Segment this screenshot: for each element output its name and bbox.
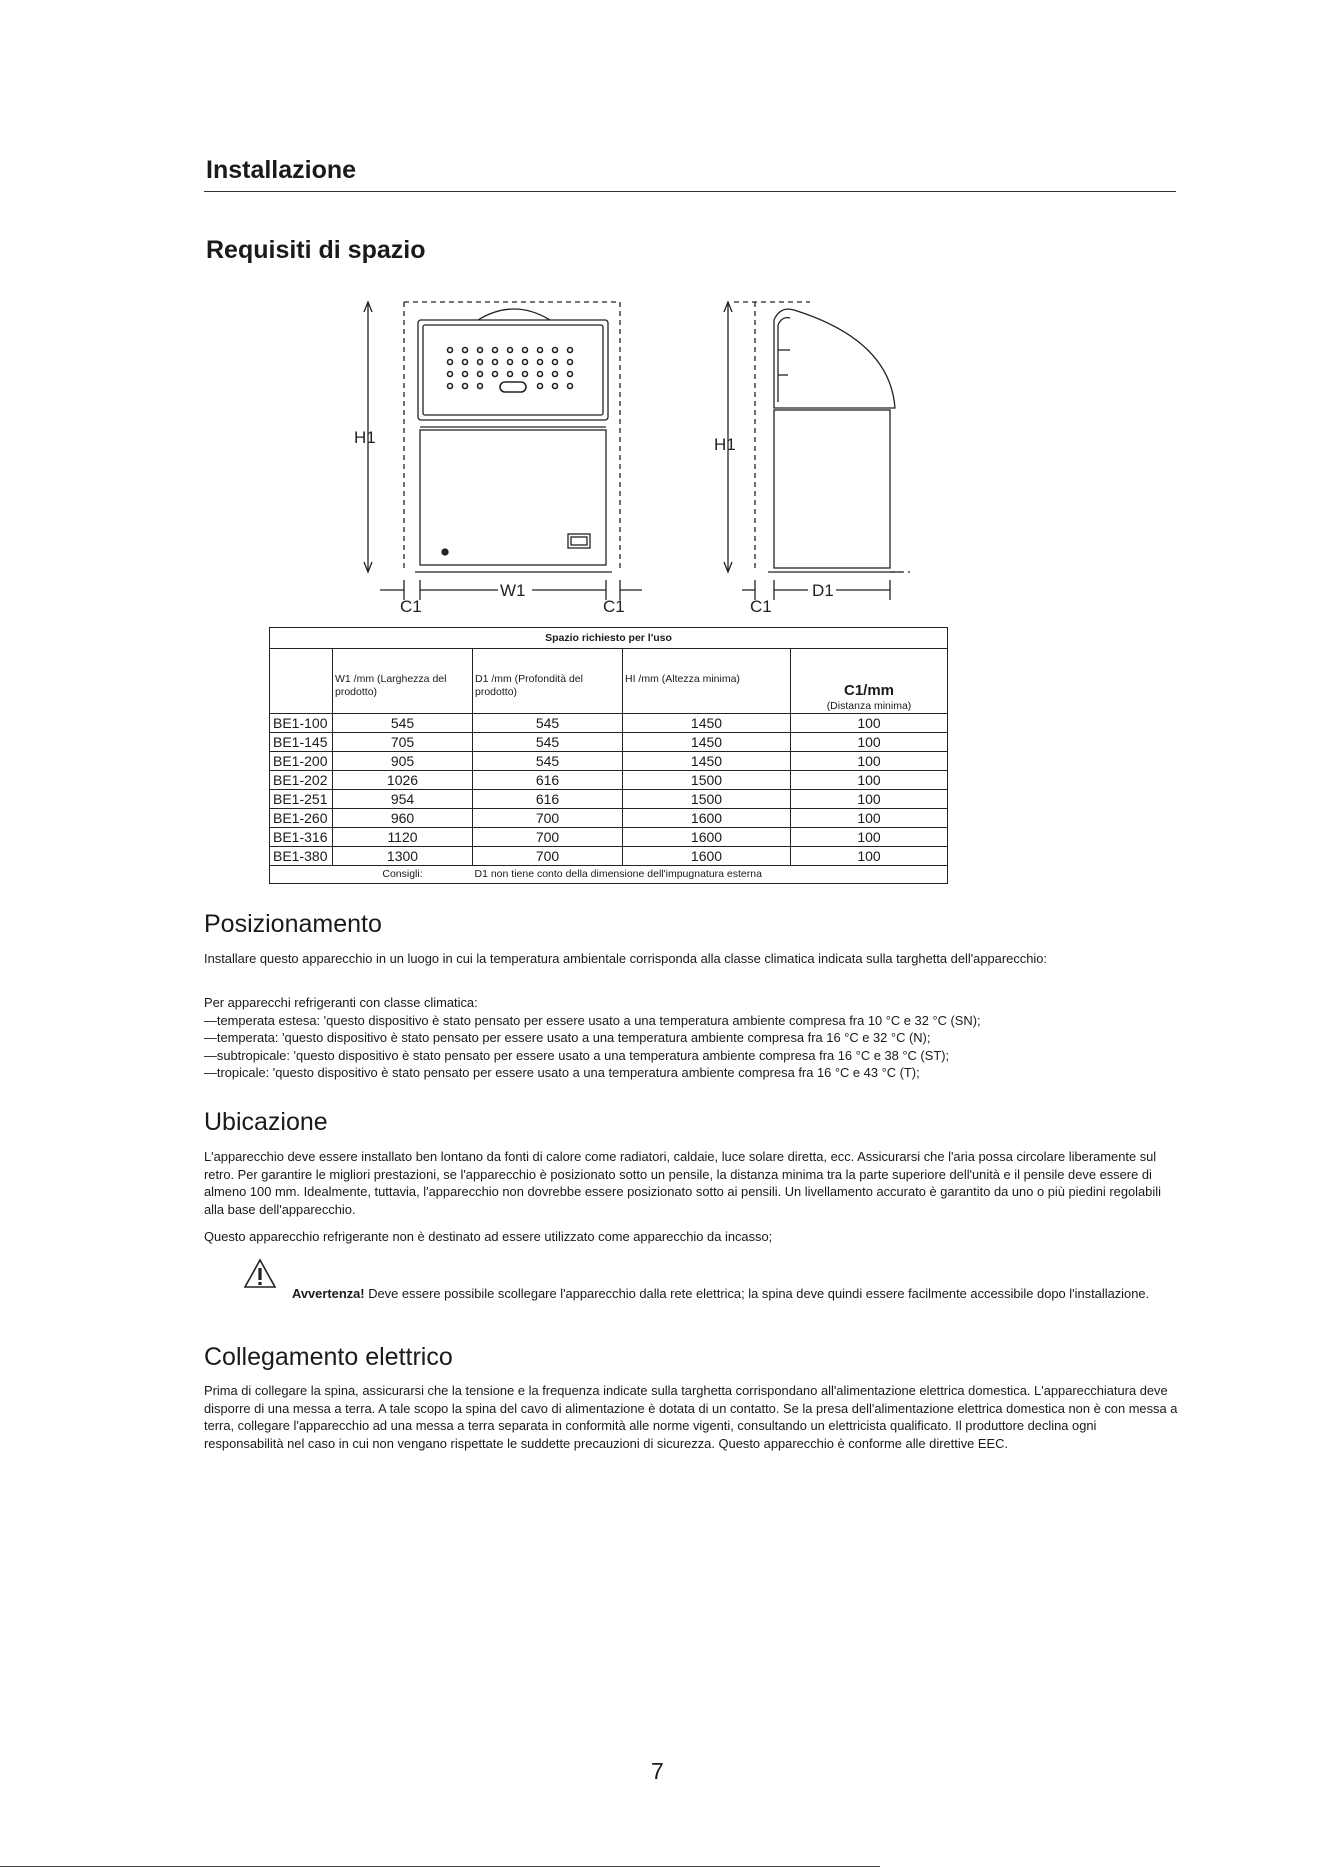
- d1-cell: 545: [473, 714, 623, 733]
- table-row: [270, 752, 948, 771]
- d1-cell: 616: [473, 790, 623, 809]
- table-caption: Spazio richiesto per l'uso: [270, 628, 948, 649]
- side-d1-label: D1: [812, 581, 834, 600]
- list-item: —tropicale: 'questo dispositivo è stato pensato per essere usato a una temperatura ambiente compresa fra 16 °C e 43 °C (T);: [204, 1065, 920, 1080]
- c1-header-sub: (Distanza minima): [826, 700, 912, 712]
- c1-cell: 100: [791, 809, 948, 828]
- table-note-row: [270, 866, 948, 884]
- warning-text: Deve essere possibile scollegare l'apparecchio dalla rete elettrica; la spina deve quindi essere facilmente accessibile dopo l'installazione.: [364, 1286, 1150, 1301]
- h1-cell: 1500: [623, 790, 791, 809]
- c1-cell: 100: [791, 733, 948, 752]
- h1-cell: 1600: [623, 809, 791, 828]
- list-item: —temperata: 'questo dispositivo è stato pensato per essere usato a una temperatura ambiente compresa fra 16 °C e 32 °C (N);: [204, 1030, 931, 1045]
- model-cell: BE1-316: [270, 828, 333, 847]
- list-item: —subtropicale: 'questo dispositivo è stato pensato per essere usato a una temperatura ambiente compresa fra 16 °C e 38 °C (ST);: [204, 1047, 950, 1063]
- d1-cell: 700: [473, 847, 623, 866]
- title-divider: [204, 191, 1176, 192]
- space-requirements-table: [269, 627, 948, 884]
- front-c1-right-label: C1: [603, 597, 625, 616]
- model-cell: BE1-100: [270, 714, 333, 733]
- model-cell: BE1-200: [270, 752, 333, 771]
- side-view: [724, 302, 910, 600]
- h1-cell: 1600: [623, 847, 791, 866]
- table-row: [270, 771, 948, 790]
- d1-cell: 700: [473, 809, 623, 828]
- d1-cell: 700: [473, 828, 623, 847]
- lid-vent-holes: [448, 348, 573, 393]
- note-text: D1 non tiene conto della dimensione dell'impugnatura esterna: [473, 866, 948, 884]
- table-row: [270, 809, 948, 828]
- h1-cell: 1450: [623, 752, 791, 771]
- h1-cell: 1600: [623, 828, 791, 847]
- c1-cell: 100: [791, 714, 948, 733]
- h1-cell: 1450: [623, 733, 791, 752]
- front-view: [364, 302, 642, 600]
- c1-cell: 100: [791, 771, 948, 790]
- model-cell: BE1-260: [270, 809, 333, 828]
- electrical-paragraph: Prima di collegare la spina, assicurarsi che la tensione e la frequenza indicate sulla targhetta corrispondano all'alimentazione elettrica domestica. L'apparecchiatura deve disporre di una messa a terra. A tale scopo la spina del cavo di alimentazione è dotata di un contatto. Se la presa dell'alimentazione elettrica domestica non è con messa a terra, collegare l'apparecchio ad una messa a terra separata in conformità alle norme vigenti, consultando un elettricista qualificato. Il produttore declina ogni responsabilità nel caso in cui non vengano rispettate le suddette precauzioni di sicurezza. Questo apparecchio è conforme alle direttive EEC.: [204, 1383, 1178, 1451]
- c1-header: [791, 649, 948, 714]
- front-h1-label: H1: [354, 428, 376, 447]
- positioning-intro: Installare questo apparecchio in un luogo in cui la temperatura ambientale corrisponda alla classe climatica indicata sulla targhetta dell'apparecchio:: [204, 951, 1047, 966]
- space-requirements-title: Requisiti di spazio: [206, 236, 426, 264]
- w1-cell: 1120: [333, 828, 473, 847]
- c1-cell: 100: [791, 752, 948, 771]
- table-row: [270, 714, 948, 733]
- electrical-title: Collegamento elettrico: [204, 1343, 453, 1371]
- d1-header: D1 /mm (Profondità del prodotto): [473, 649, 623, 714]
- climate-class-list: [204, 994, 1204, 1082]
- side-c1-label: C1: [750, 597, 772, 616]
- list-intro: Per apparecchi refrigeranti con classe climatica:: [204, 995, 478, 1010]
- h1-cell: 1500: [623, 771, 791, 790]
- list-item: —temperata estesa: 'questo dispositivo è stato pensato per essere usato a una temperatura ambiente compresa fra 10 °C e 32 °C (SN);: [204, 1012, 981, 1028]
- location-paragraph: L'apparecchio deve essere installato ben lontano da fonti di calore come radiatori, caldaie, luce solare diretta, ecc. Assicurarsi che l'aria possa circolare liberamente sul retro. Per garantire le migliori prestazioni, se l'apparecchio è posizionato sotto un pensile, la distanza minima tra la parte superiore dell'unità e il pensile deve essere di almeno 100 mm. Idealmente, tuttavia, l'apparecchio non dovrebbe essere posizionato sotto ai pensili. Un livellamento accurato è garantito da uno o più piedini regolabili alla base dell'apparecchio.: [204, 1149, 1161, 1217]
- table-row: [270, 847, 948, 866]
- w1-cell: 705: [333, 733, 473, 752]
- d1-cell: 545: [473, 733, 623, 752]
- w1-cell: 1026: [333, 771, 473, 790]
- c1-header-main: C1/mm: [843, 682, 895, 699]
- w1-header: W1 /mm (Larghezza del prodotto): [333, 649, 473, 714]
- c1-cell: 100: [791, 828, 948, 847]
- d1-cell: 616: [473, 771, 623, 790]
- front-w1-label: W1: [500, 581, 526, 600]
- w1-cell: 905: [333, 752, 473, 771]
- warning-label: Avvertenza!: [292, 1286, 365, 1301]
- note-label: Consigli:: [333, 866, 473, 884]
- w1-cell: 545: [333, 714, 473, 733]
- page-number: 7: [651, 1758, 664, 1784]
- freezer-dimension-diagram: [350, 290, 930, 616]
- c1-cell: 100: [791, 847, 948, 866]
- model-header-cell: [270, 649, 333, 714]
- front-c1-left-label: C1: [400, 597, 422, 616]
- section-title: Installazione: [206, 156, 357, 184]
- w1-cell: 1300: [333, 847, 473, 866]
- table-row: [270, 790, 948, 809]
- h1-header: HI /mm (Altezza minima): [623, 649, 791, 714]
- w1-cell: 960: [333, 809, 473, 828]
- model-cell: BE1-145: [270, 733, 333, 752]
- model-cell: BE1-202: [270, 771, 333, 790]
- location-note: Questo apparecchio refrigerante non è destinato ad essere utilizzato come apparecchio da incasso;: [204, 1229, 773, 1244]
- footer-divider: [0, 1866, 880, 1867]
- side-h1-label: H1: [714, 435, 736, 454]
- positioning-title: Posizionamento: [204, 910, 382, 938]
- location-title: Ubicazione: [204, 1108, 328, 1136]
- warning-paragraph: [204, 1285, 1178, 1303]
- d1-cell: 545: [473, 752, 623, 771]
- table-row: [270, 828, 948, 847]
- model-cell: BE1-251: [270, 790, 333, 809]
- c1-cell: 100: [791, 790, 948, 809]
- model-cell: BE1-380: [270, 847, 333, 866]
- table-row: [270, 733, 948, 752]
- w1-cell: 954: [333, 790, 473, 809]
- h1-cell: 1450: [623, 714, 791, 733]
